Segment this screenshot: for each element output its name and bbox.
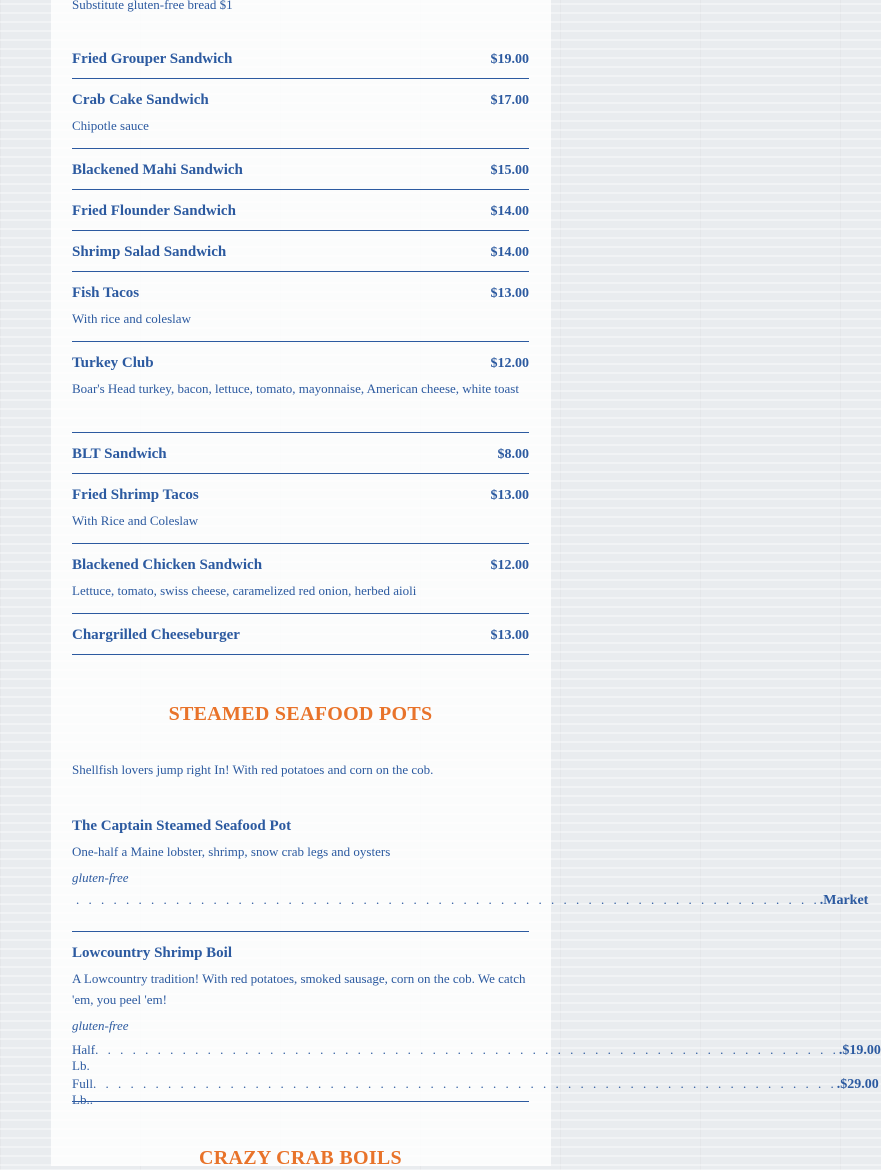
item-description: A Lowcountry tradition! With red potatoes, smoked sausage, corn on the cob. We catch 'em, you peel 'em! bbox=[72, 971, 526, 1007]
gluten-free-note: Substitute gluten-free bread $1 bbox=[72, 0, 233, 12]
menu-item bbox=[72, 355, 529, 433]
item-description: Chipotle sauce bbox=[72, 118, 149, 133]
menu-item bbox=[72, 487, 529, 544]
price-row bbox=[72, 1042, 881, 1074]
item-price: $12.00 bbox=[490, 356, 529, 371]
dot-leader: . . . . . . . . . . . . . . . . . . . . . . . . . . . . . . . . . . . . . . . . . . . . . . . . . . . . . . . . . . . . bbox=[95, 1042, 839, 1057]
menu-item bbox=[72, 945, 881, 1107]
item-price: $13.00 bbox=[490, 628, 529, 643]
menu-item bbox=[72, 557, 529, 614]
menu-item bbox=[72, 92, 529, 149]
price-row bbox=[72, 892, 869, 909]
item-price: $12.00 bbox=[490, 558, 529, 573]
item-description: With Rice and Coleslaw bbox=[72, 513, 199, 528]
price-label: Half Lb. bbox=[72, 1042, 96, 1073]
item-price: $14.00 bbox=[490, 245, 529, 260]
item-name: Fried Grouper Sandwich bbox=[72, 51, 233, 67]
price-row bbox=[72, 1076, 879, 1108]
menu-item bbox=[72, 203, 529, 231]
menu-item bbox=[72, 244, 529, 272]
item-name: Blackened Mahi Sandwich bbox=[72, 162, 243, 178]
item-name: Fried Shrimp Tacos bbox=[72, 487, 199, 503]
item-name: Chargrilled Cheeseburger bbox=[72, 627, 240, 643]
item-name: Fish Tacos bbox=[72, 285, 140, 301]
menu-item bbox=[72, 285, 529, 342]
item-price: $13.00 bbox=[490, 286, 529, 301]
item-name: Crab Cake Sandwich bbox=[72, 92, 209, 108]
menu-item bbox=[72, 162, 529, 190]
item-price: .$29.00 bbox=[836, 1077, 879, 1092]
price-label: Full Lb.. bbox=[72, 1076, 93, 1107]
item-name: BLT Sandwich bbox=[72, 446, 167, 462]
menu-item bbox=[72, 627, 529, 655]
item-price: $8.00 bbox=[497, 447, 529, 462]
section-title: STEAMED SEAFOOD POTS bbox=[168, 703, 433, 725]
item-description: With rice and coleslaw bbox=[72, 311, 191, 326]
section-title: CRAZY CRAB BOILS bbox=[199, 1147, 402, 1169]
menu-item bbox=[72, 446, 529, 474]
item-description: Boar's Head turkey, bacon, lettuce, tomato, mayonnaise, American cheese, white toast bbox=[72, 381, 519, 396]
item-name: Lowcountry Shrimp Boil bbox=[72, 945, 233, 961]
dot-leader: . . . . . . . . . . . . . . . . . . . . . . . . . . . . . . . . . . . . . . . . . . . . . . . . . . . . . . . . . . . . bbox=[92, 1076, 837, 1091]
item-price: $14.00 bbox=[490, 204, 529, 219]
item-name: The Captain Steamed Seafood Pot bbox=[72, 818, 292, 834]
item-price: .$19.00 bbox=[838, 1043, 881, 1058]
dot-leader: . . . . . . . . . . . . . . . . . . . . . . . . . . . . . . . . . . . . . . . . . . . . . . . . . . . . . . . . . . . . bbox=[76, 892, 820, 907]
item-name: Shrimp Salad Sandwich bbox=[72, 244, 227, 260]
item-price: .Market bbox=[819, 893, 869, 908]
section-intro: Shellfish lovers jump right In! With red potatoes and corn on the cob. bbox=[72, 762, 434, 777]
gluten-free-tag: gluten-free bbox=[72, 1018, 129, 1033]
item-description: Lettuce, tomato, swiss cheese, caramelized red onion, herbed aioli bbox=[72, 583, 417, 598]
item-name: Fried Flounder Sandwich bbox=[72, 203, 236, 219]
menu-item bbox=[72, 818, 869, 932]
item-name: Blackened Chicken Sandwich bbox=[72, 557, 263, 573]
item-description: One-half a Maine lobster, shrimp, snow crab legs and oysters bbox=[72, 844, 391, 859]
item-price: $13.00 bbox=[490, 488, 529, 503]
item-price: $15.00 bbox=[490, 163, 529, 178]
item-price: $19.00 bbox=[490, 52, 529, 67]
menu-item bbox=[72, 51, 529, 79]
item-name: Turkey Club bbox=[72, 355, 154, 371]
item-price: $17.00 bbox=[490, 93, 529, 108]
gluten-free-tag: gluten-free bbox=[72, 870, 129, 885]
